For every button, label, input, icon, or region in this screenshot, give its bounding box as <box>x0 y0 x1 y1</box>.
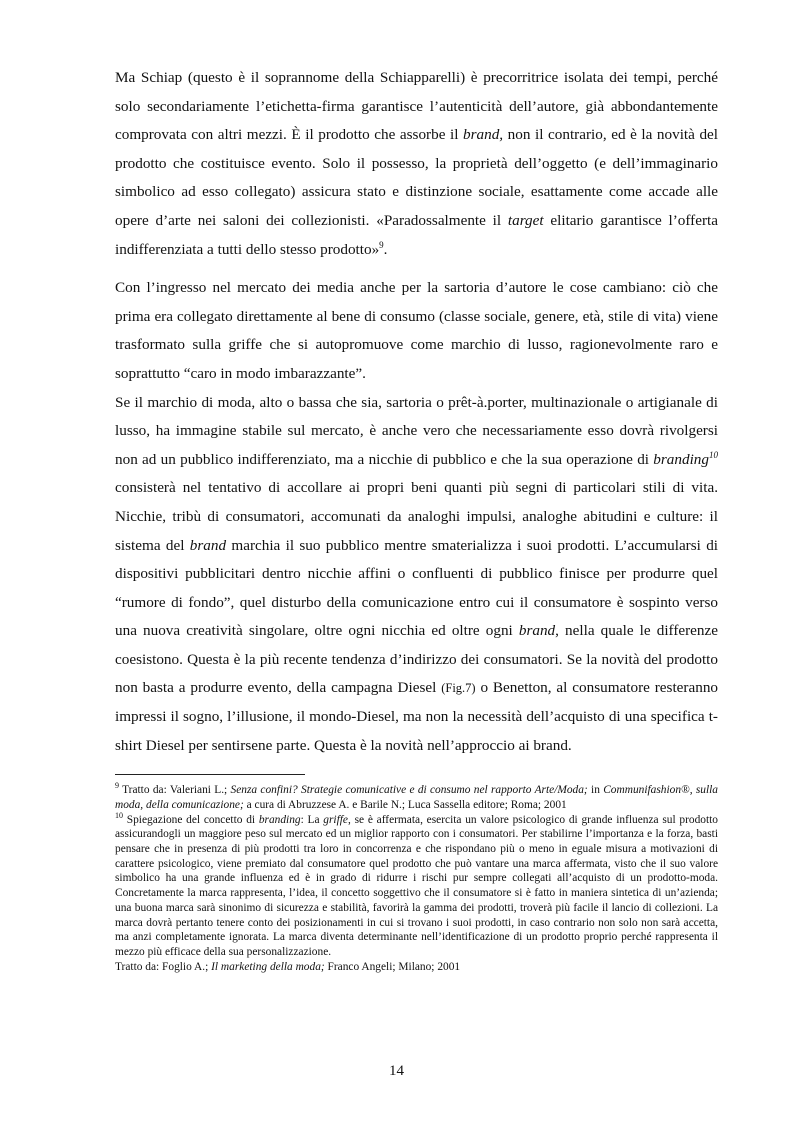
footnote-ref-9[interactable]: 9 <box>379 239 384 250</box>
text-run: consisterà nel tentativo di accollare ai propri beni quanti più segni di particolari stili di vita. Nicchie, tribù di consumatori, accomunati da analoghi impulsi, analoghe abitudini e culture: il sistema del <box>115 479 718 554</box>
emphasis-title: Communifashion®, sulla moda, della comunicazione; <box>115 784 718 811</box>
emphasis-griffe: griffe <box>323 813 348 826</box>
footnote-9 <box>115 783 718 812</box>
text-run: : La <box>300 813 324 826</box>
emphasis-title: Il marketing della moda; <box>211 960 325 973</box>
emphasis-title: Senza confini? Strategie comunicative e di consumo nel rapporto Arte/Moda; <box>230 784 588 797</box>
text-run: marchia il suo pubblico mentre smaterializza i suoi prodotti. L’accumularsi di dispositivi pubblicitari dentro nicchie affini o confluenti di pubblico finisce per produrre quel “rumore di fondo”, quel disturbo della comunicazione entro cui il consumatore è sospinto verso una nuova creatività singolare, oltre ogni nicchia ed oltre ogni <box>115 536 719 640</box>
footnote-divider <box>115 774 305 775</box>
text-run: Se il marchio di moda, alto o bassa che sia, sartoria o prêt-à.porter, multinazionale o artigianale di lusso, ha immagine stabile sul mercato, è anche vero che necessariamente esso dovrà rivolgersi non ad un pubblico indifferenziato, ma a nicchie di pubblico e che la sua operazione di <box>115 393 718 468</box>
text-run: Tratto da: Valeriani L.; <box>119 784 231 797</box>
footnote-10 <box>115 810 718 975</box>
text-run: elitario garantisce l’offerta indifferenziata a tutti dello stesso prodotto» <box>115 211 718 258</box>
text-run: Franco Angeli; Milano; 2001 <box>324 960 461 973</box>
page-content <box>115 64 718 974</box>
text-run: Spiegazione del concetto di <box>123 813 259 826</box>
emphasis-brand: brand, <box>463 126 504 144</box>
footnote-mark: 9 <box>115 781 119 791</box>
emphasis-target: target <box>507 211 544 229</box>
text-run: Ma Schiap (questo è il soprannome della Schiapparelli) è precorritrice isolata dei tempi, perché solo secondariamente l’etichetta-firma garantisce l’autenticità dell’autore, già abbondantemente comprovata con altri mezzi. È il prodotto che assorbe il <box>115 69 718 144</box>
emphasis-branding: branding <box>258 813 301 826</box>
footnote-mark: 10 <box>115 810 123 820</box>
paragraph-marchio <box>115 389 718 761</box>
text-run: Tratto da: Foglio A.; <box>115 960 212 973</box>
footnote-ref-10[interactable]: 10 <box>709 449 718 460</box>
emphasis-branding: branding <box>653 450 709 468</box>
text-run: , se è affermata, esercita un valore psicologico di grande influenza sul prodotto assicurandogli un maggiore peso sul mercato ed un miglior rapporto con i consumatori. Per stabilirne l’importanza e la forza, basti pensare che in presenza di più prodotti tra loro in concorrenza e che rispondano più o meno in eguale misura a motivazioni di carattere psicologico, viene premiato dal consumatore quel prodotto che può vantare una marca affermata, visto che il suo valore simbolico ha una grande influenza ed è in grado di ridurre i rischi pur sempre collegati all’acquisto di un prodotto-moda. Concretamente la marca rappresenta, l’idea, il concetto soggettivo che il consumatore si è fatto in maniera sintetica di un’azienda; una buona marca sarà sinonimo di sicurezza e stabilità, favorirà la gamma dei prodotti, troverà più facile il lancio di collezioni. La marca dovrà pertanto tenere conto dei posizionamenti in cui si trovano i suoi prodotti, in caso contrario non solo non sarà accetta, ma anzi completamente ignorata. La marca diventa determinante nell’identificazione di un prodotto proprio perché rappresenta il mezzo più efficace della sua personalizzazione. <box>115 813 718 958</box>
page-number: 14 <box>389 1063 404 1079</box>
figure-reference[interactable]: (Fig.7) <box>441 681 476 696</box>
emphasis-brand: brand <box>518 622 556 640</box>
paragraph-schiap <box>115 64 718 264</box>
text-run: o Benetton, al consumatore resteranno impressi il sogno, l’illusione, il mondo-Diesel, ma non la necessità dell’acquisto di una specifica t-shirt Diesel per sentirsene parte. Questa è la novità nell’approccio ai brand. <box>115 679 719 754</box>
text-run: a cura di Abruzzese A. e Barile N.; Luca Sassella editore; Roma; 2001 <box>243 798 567 811</box>
text-run: in <box>587 784 604 797</box>
text-run: . <box>383 240 388 258</box>
emphasis-brand: brand <box>189 536 227 554</box>
paragraph-media: Con l’ingresso nel mercato dei media anche per la sartoria d’autore le cose cambiano: ciò che prima era collegato direttamente al bene di consumo (classe sociale, genere, età, stile di vita) viene trasformato sulla griffe che si autopromuove come marchio di lusso, ragionevolmente raro e soprattutto “caro in modo imbarazzante”. <box>115 279 718 382</box>
text-run: non il contrario, ed è la novità del prodotto che costituisce evento. Solo il possesso, la proprietà dell’oggetto (e dell’immaginario simbolico ad esso collegato) assicura stato e distinzione sociale, esattamente come accade alle opere d’arte nei saloni dei collezionisti. «Paradossalmente il <box>115 126 719 229</box>
text-run: , nella quale le differenze coesistono. Questa è la più recente tendenza d’indirizzo dei consumatori. Se la novità del prodotto non basta a produrre evento, della campagna Diesel <box>115 622 718 697</box>
